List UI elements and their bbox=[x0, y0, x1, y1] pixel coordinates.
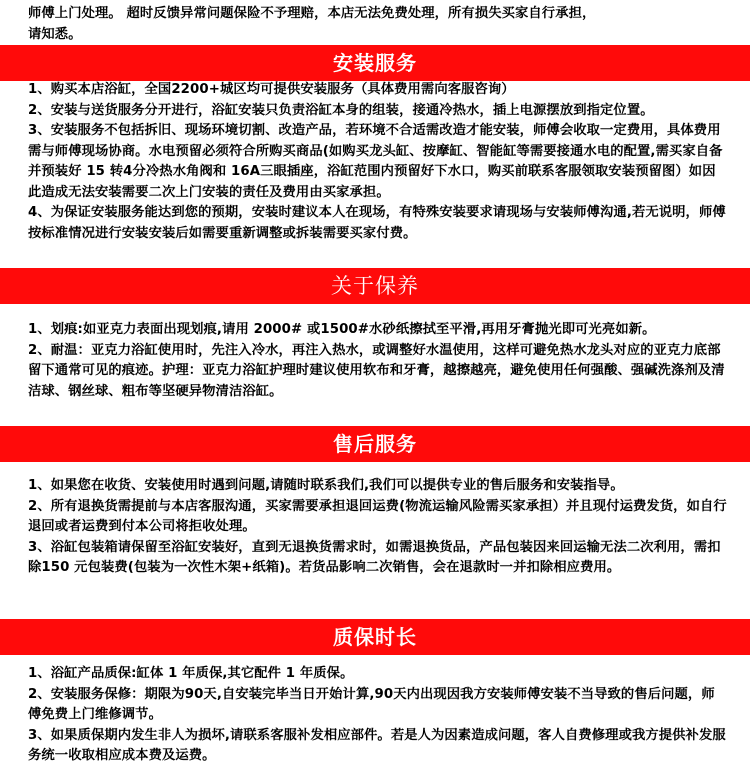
intro-line: 请知悉。 bbox=[28, 26, 82, 42]
installation-content bbox=[28, 80, 728, 244]
list-item: 2、耐温：亚克力浴缸使用时，先注入冷水，再注入热水，或调整好水温使用，这样可避免热水龙头对应的亚克力底部留下通常可见的痕迹。护理：亚克力浴缸护理时建议使用软布和牙膏，越擦越亮，避免使用任何强酸、强碱洗涤剂及清洁球、钢丝球、粗布等坚硬异物清洁浴缸。 bbox=[28, 342, 725, 399]
section-title-after-sales: 售后服务 bbox=[0, 426, 750, 462]
warranty-content bbox=[28, 664, 728, 767]
list-item: 2、安装与送货服务分开进行，浴缸安装只负责浴缸本身的组装，接通冷热水，插上电源摆放到指定位置。 bbox=[28, 102, 654, 118]
list-item: 3、安装服务不包括拆旧、现场环境切割、改造产品，若环境不合适需改造才能安装，师傅会收取一定费用，具体费用需与师傅现场协商。水电预留必须符合所购买商品(如购买龙头缸、按摩缸、智能缸等需要接通水电的配置,需买家自备并预装好 15 转4分冷热水角阀和 16A三眼插座，浴缸范围内预留好下水口，购买前联系客服领取安装预留图）如因此造成无法安装需要二次上门安装的责任及费用由买家承担。 bbox=[28, 123, 723, 200]
section-title-maintenance: 关于保养 bbox=[0, 268, 750, 304]
list-item: 1、划痕:如亚克力表面出现划痕,请用 2000# 或1500#水砂纸擦拭至平滑,再用牙膏抛光即可光亮如新。 bbox=[28, 322, 656, 337]
section-title-warranty: 质保时长 bbox=[0, 619, 750, 655]
intro-notice bbox=[28, 4, 728, 45]
list-item: 3、浴缸包装箱请保留至浴缸安装好，直到无退换货需求时，如需退换货品，产品包装因来回运输无法二次利用，需扣除150 元包装费(包装为一次性木架+纸箱)。若货品影响二次销售，会在退款时一并扣除相应费用。 bbox=[28, 539, 721, 575]
maintenance-content bbox=[28, 320, 728, 402]
list-item: 1、购买本店浴缸，全国2200+城区均可提供安装服务（具体费用需向客服咨询） bbox=[28, 82, 515, 97]
section-title-installation: 安装服务 bbox=[0, 45, 750, 81]
list-item: 4、为保证安装服务能达到您的预期，安装时建议本人在现场，有特殊安装要求请现场与安装师傅沟通,若无说明，师傅按标准情况进行安装安装后如需要重新调整或拆装需要买家付费。 bbox=[28, 205, 726, 241]
after-sales-content bbox=[28, 476, 728, 579]
list-item: 2、所有退换货需提前与本店客服沟通，买家需要承担退回运费(物流运输风险需买家承担）并且现付运费发货，如自行退回或者运费到付本公司将拒收处理。 bbox=[28, 498, 727, 534]
list-item: 3、如果质保期内发生非人为损坏,请联系客服补发相应部件。若是人为因素造成问题，客人自费修理或我方提供补发服务统一收取相应成本费及运费。 bbox=[28, 727, 726, 763]
list-item: 2、安装服务保修：期限为90天,自安装完毕当日开始计算,90天内出现因我方安装师傅安装不当导致的售后问题，师傅免费上门维修调节。 bbox=[28, 686, 715, 722]
list-item: 1、浴缸产品质保:缸体 1 年质保,其它配件 1 年质保。 bbox=[28, 666, 354, 681]
intro-line: 师傅上门处理。 超时反馈异常问题保险不予理赔，本店无法免费处理，所有损失买家自行承担， bbox=[28, 6, 596, 21]
list-item: 1、如果您在收货、安装使用时遇到问题,请随时联系我们,我们可以提供专业的售后服务和安装指导。 bbox=[28, 478, 624, 493]
